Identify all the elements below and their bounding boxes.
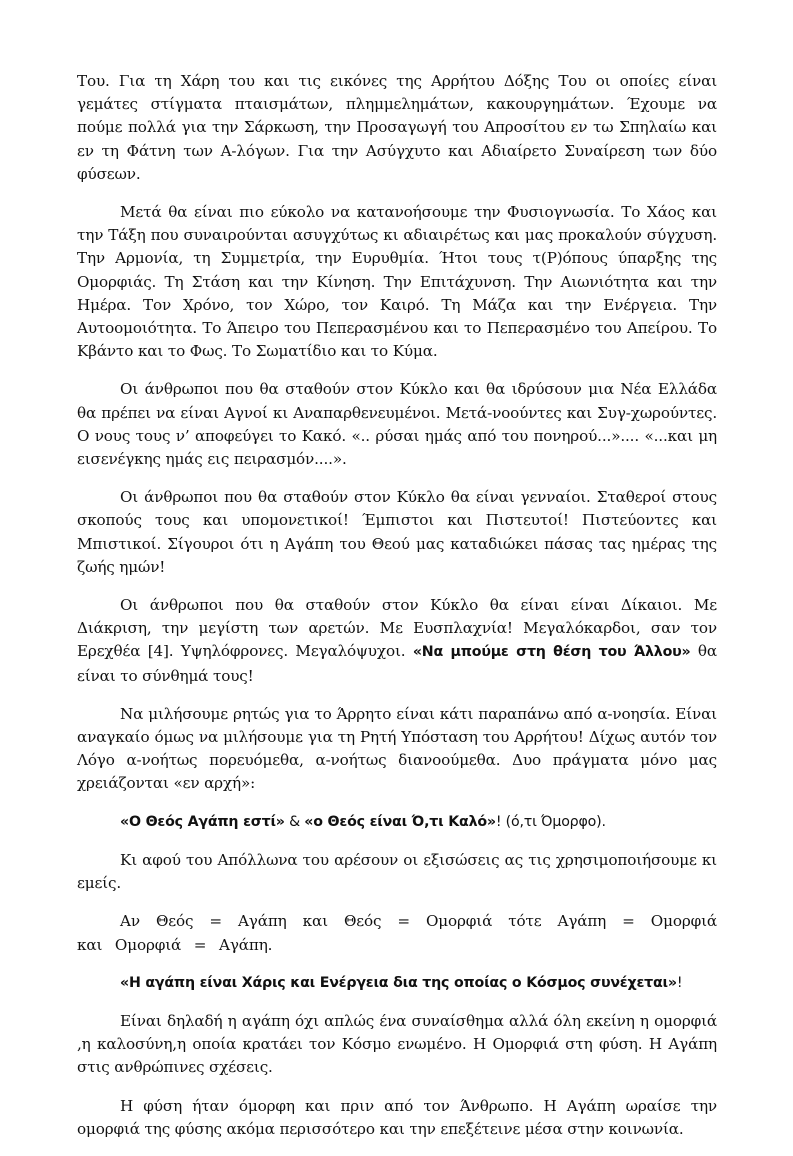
document-page <box>77 70 717 1156</box>
paragraph-9: Είναι δηλαδή η αγάπη όχι απλώς ένα συναίσθημα αλλά όλη εκείνη η ομορφιά ,η καλοσύνη,η οποία κρατάει τον Κόσμο ενωμένο. Η Ομορφιά στη φύση. Η Αγάπη στις ανθρώπινες σχέσεις. <box>77 1011 717 1077</box>
paragraph-7: Κι αφού του Απόλλωνα του αρέσουν οι εξισώσεις ας τις χρησιμοποιήσουμε κι εμείς. <box>77 850 717 893</box>
equation-paragraph: Αν Θεός = Αγάπη και Θεός = Ομορφιά τότε Αγάπη = Ομορφιά και Ομορφιά = Αγάπη. <box>77 912 717 954</box>
quote-line-2-tail: ! <box>676 974 683 991</box>
quote-love-grace: «Η αγάπη είναι Χάρις και Ενέργεια δια της οποίας ο Κόσμος συνέχεται» <box>120 974 677 991</box>
quote-line-1-tail: ! (ό,τι Όμορφο). <box>495 813 606 830</box>
paragraph-5-text: Οι άνθρωποι που θα σταθούν στον Κύκλο θα είναι είναι Δίκαιοι. Με Διάκριση, την μεγίστη των αρετών. Με Ευσπλαχνία! Μεγαλόκαρδοι, σαν τον Ερεχθέα [4]. Υψηλόφρονες. Μεγαλόψυχοι. <box>77 596 717 661</box>
paragraph-5 <box>77 594 717 688</box>
quote-line-2 <box>77 972 717 995</box>
paragraph-4: Οι άνθρωποι που θα σταθούν στον Κύκλο θα είναι γενναίοι. Σταθεροί στους σκοπούς τους και υπομονετικοί! Έμπιστοι και Πιστευτοί! Πιστεύοντες και Μπιστικοί. Σίγουροι ότι η Αγάπη του Θεού μας καταδιώκει πάσας τας ημέρας της ζωής ημών! <box>77 488 717 576</box>
quote-ampersand: & <box>284 813 305 830</box>
paragraph-5-tail: θα είναι το σύνθημά τους! <box>77 642 717 685</box>
slogan-quote: «Να μπούμε στη θέση του Άλλου» <box>412 644 691 661</box>
quote-god-good: «ο Θεός είναι Ό,τι Καλό» <box>304 813 496 830</box>
paragraph-3: Οι άνθρωποι που θα σταθούν στον Κύκλο και θα ιδρύσουν μια Νέα Ελλάδα θα πρέπει να είναι Αγνοί κι Αναπαρθενευμένοι. Μετά-νοούντες και Συγ-χωρούντες. Ο νους τους ν’ αποφεύγει το Κακό. «.. ρύσαι ημάς από του πονηρού...».... «...και μη εισενέγκης ημάς εις πειρασμόν....». <box>77 380 717 469</box>
quote-god-love: «Ο Θεός Αγάπη εστί» <box>120 813 285 830</box>
paragraph-6: Να μιλήσουμε ρητώς για το Άρρητο είναι κάτι παραπάνω από α-νοησία. Είναι αναγκαίο όμως να μιλήσουμε για τη Ρητή Υπόσταση του Αρρήτου! Δίχως αυτόν τον Λόγο α-νοήτως πορευόμεθα, α-νοήτως διανοούμεθα. Δυο πράγματα μόνο μας χρειάζονται «εν αρχή»: <box>77 704 717 793</box>
quote-line-1 <box>77 811 717 834</box>
paragraph-2: Μετά θα είναι πιο εύκολο να κατανοήσουμε την Φυσιογνωσία. Το Χάος και την Τάξη που συναιρούνται ασυγχύτως κι αδιαιρέτως και μας προκαλούν σύγχυση. Την Αρμονία, τη Συμμετρία, την Ευρυθμία. Ήτοι τους τ(Ρ)όπους ύπαρξης της Ομορφιάς. Τη Στάση και την Κίνηση. Την Επιτάχυνση. Την Αιωνιότητα και την Ημέρα. Τον Χρόνο, τον Χώρο, τον Καιρό. Τη Μάζα και την Ενέργεια. Την Αυτοομοιότητα. Το Άπειρο του Πεπερασμένου και το Πεπερασμένο του Απείρου. Το Κβάντο και το Φως. Το Σωματίδιο και το Κύμα. <box>77 203 717 361</box>
paragraph-10: Η φύση ήταν όμορφη και πριν από τον Άνθρωπο. Η Αγάπη ωραίσε την ομορφιά της φύσης ακόμα περισσότερο και την επεξέτεινε μέσα στην κοινωνία. <box>77 1096 717 1138</box>
paragraph-1: Του. Για τη Χάρη του και τις εικόνες της Αρρήτου Δόξης Του οι οποίες είναι γεμάτες στίγματα πταισμάτων, πλημμελημάτων, κακουργημάτων. Έχουμε να πούμε πολλά για την Σάρκωση, την Προσαγωγή του Απροσίτου εν τω Σπηλαίω και εν τη Φάτνη των Α-λόγων. Για την Ασύγχυτο και Αδιαίρετο Συναίρεση των δύο φύσεων. <box>77 72 717 183</box>
